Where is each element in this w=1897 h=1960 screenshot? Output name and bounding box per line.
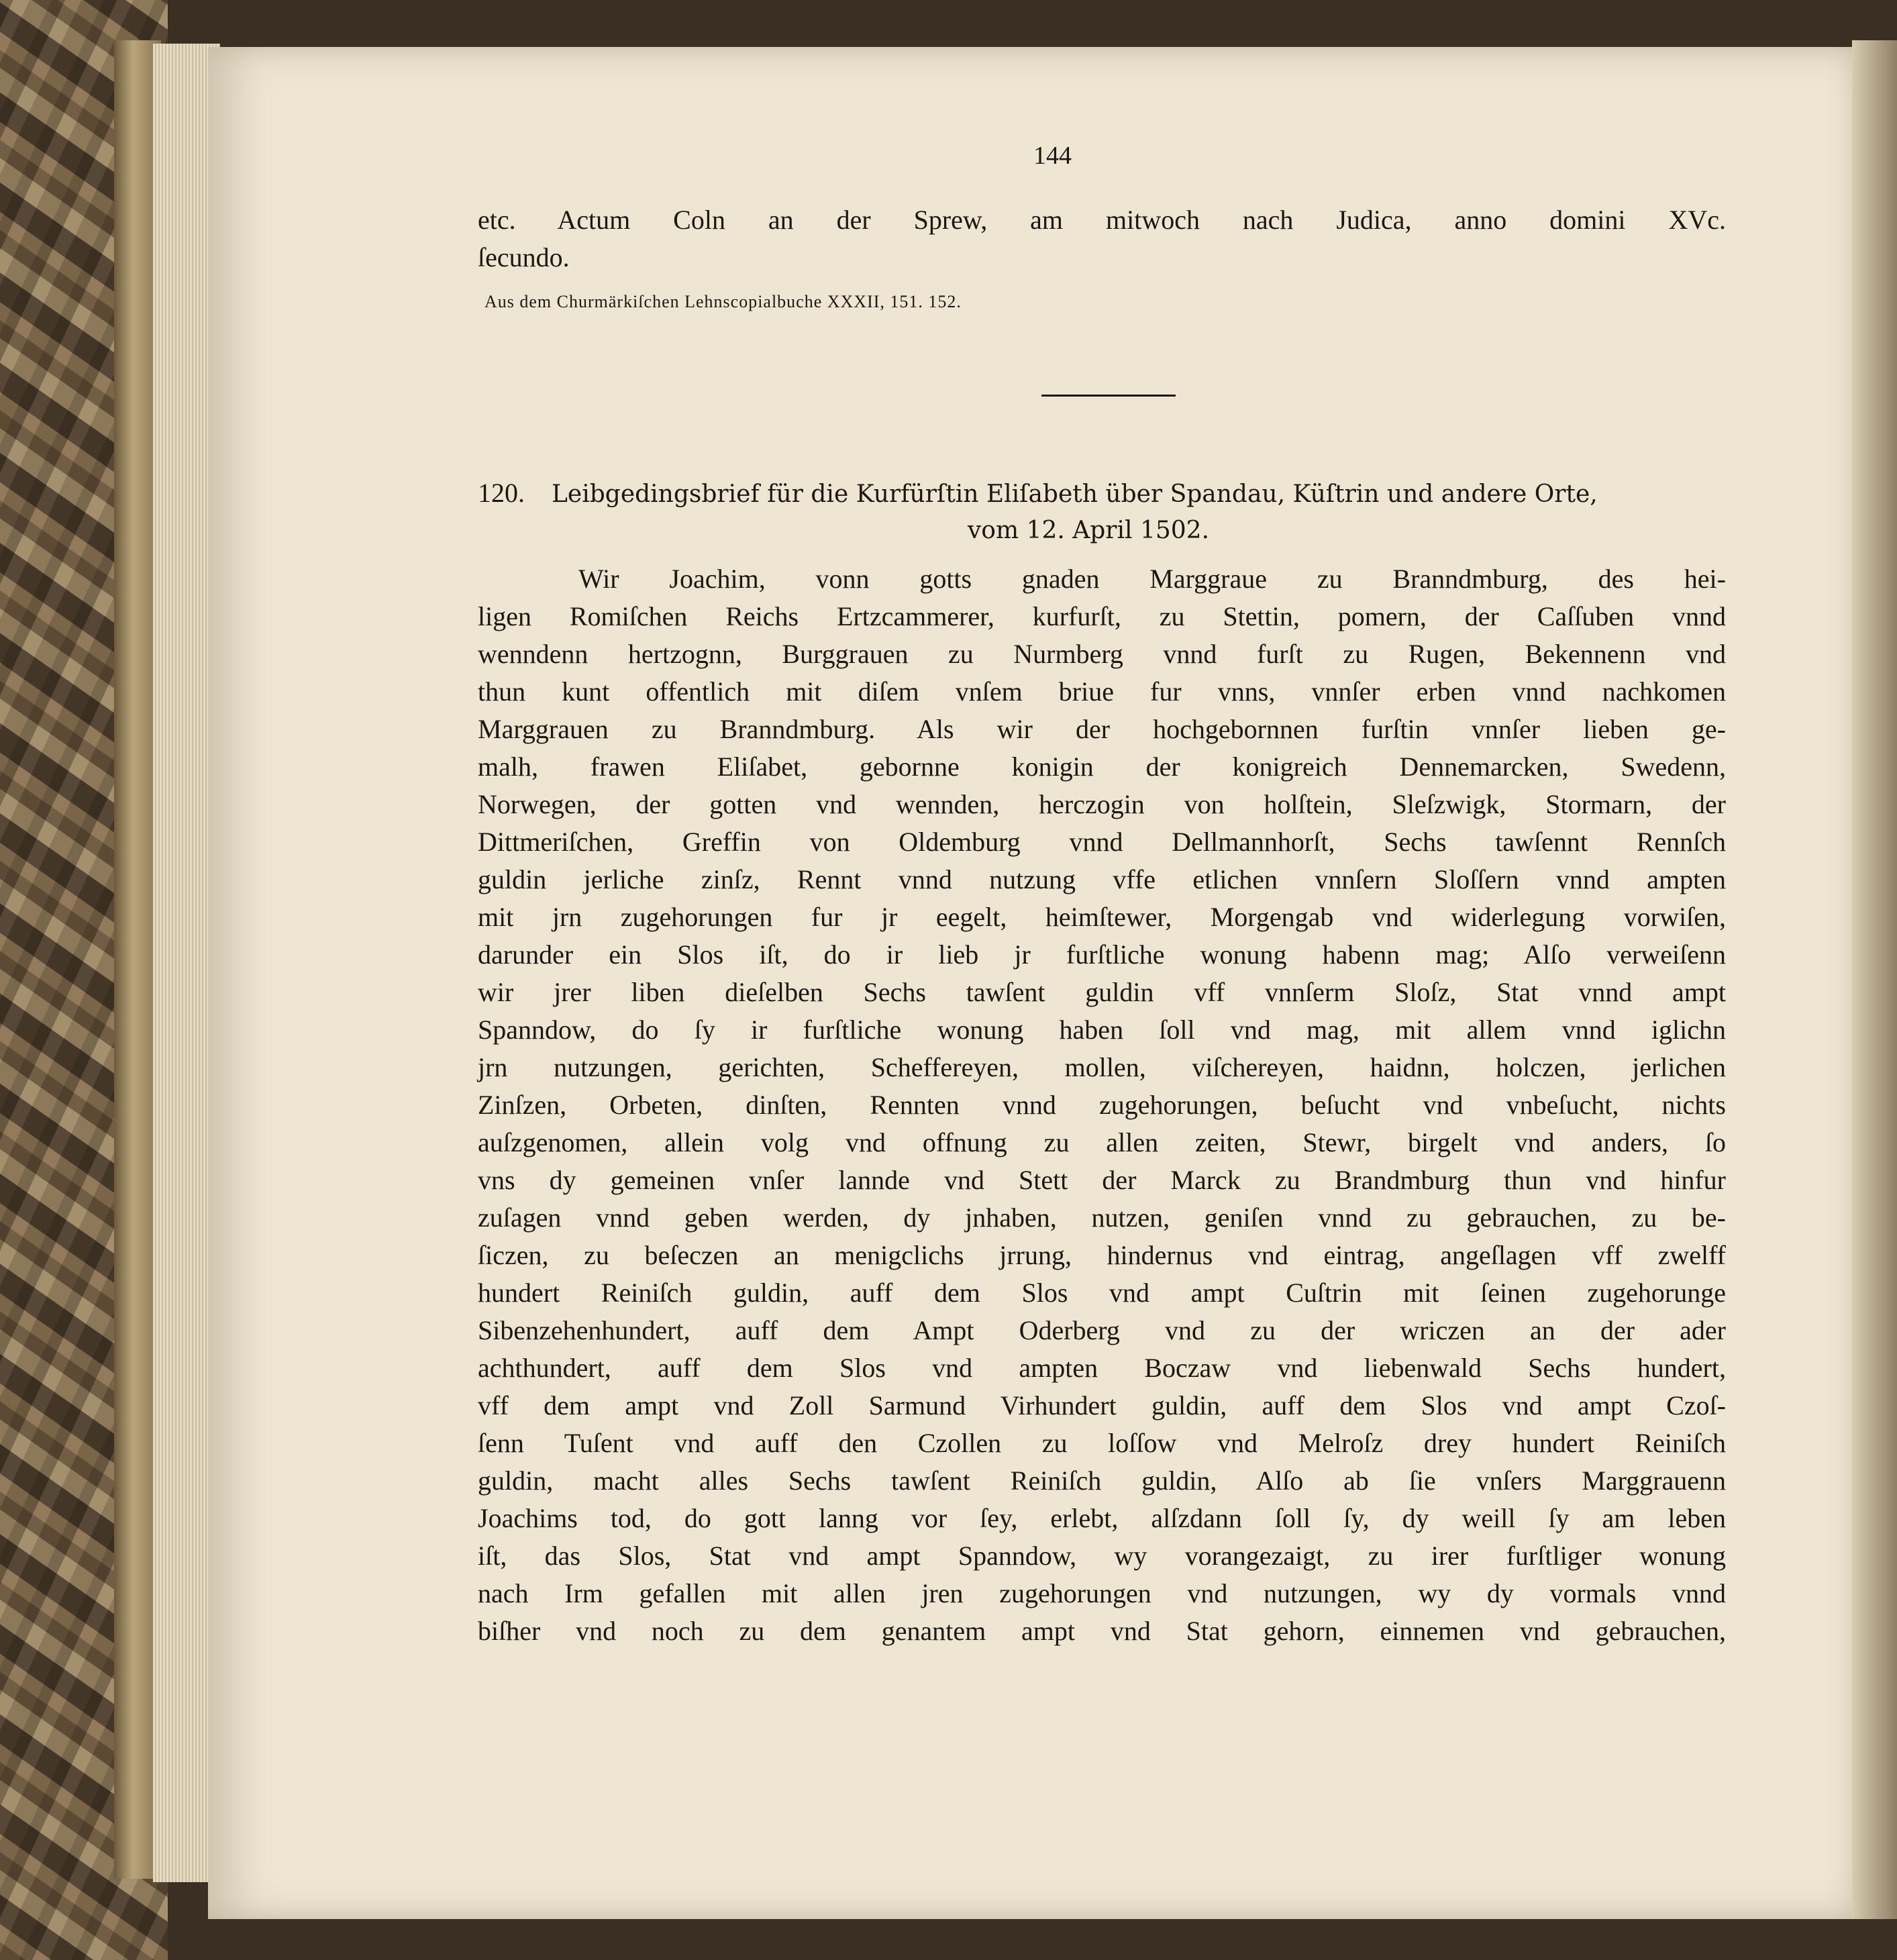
body-line: Sibenzehenhundert, auff dem Ampt Oderberg vnd zu der wriczen an der ader (478, 1315, 1726, 1345)
document-body (478, 560, 1726, 1650)
body-line: wir jrer liben dieſelben Sechs tawſent guldin vff vnnſerm Sloſz, Stat vnnd ampt (478, 977, 1726, 1007)
section-title-line (478, 474, 1726, 512)
body-line: Zinſzen, Orbeten, dinſten, Rennten vnnd zugehorungen, beſucht vnd vnbeſucht, nichts (478, 1090, 1726, 1120)
page-number: 144 (1033, 142, 1072, 170)
body-line: Marggrauen zu Branndmburg. Als wir der hochgebornnen furſtin vnnſer lieben ge- (478, 714, 1726, 744)
body-line: vff dem ampt vnd Zoll Sarmund Virhundert guldin, auff dem Slos vnd ampt Czoſ- (478, 1390, 1726, 1421)
body-line: ligen Romiſchen Reichs Ertzcammerer, kurfurſt, zu Stettin, pomern, der Caſſuben vnnd (478, 601, 1726, 631)
body-line: Joachims tod, do gott lanng vor ſey, erlebt, alſzdann ſoll ſy, dy weill ſy am leben (478, 1503, 1726, 1533)
body-line: achthundert, auff dem Slos vnd ampten Boczaw vnd liebenwald Sechs hundert, (478, 1353, 1726, 1383)
section-divider (1041, 395, 1176, 397)
body-line: ſenn Tuſent vnd auff den Czollen zu loſſow vnd Melroſz drey hundert Reiniſch (478, 1428, 1726, 1458)
body-line: ſiczen, zu beſeczen an menigclichs jrrung, hindernus vnd eintrag, angeſlagen vff zwelff (478, 1240, 1726, 1270)
body-line: iſt, das Slos, Stat vnd ampt Spanndow, wy vorangezaigt, zu irer furſtliger wonung (478, 1541, 1726, 1571)
body-line: malh, frawen Eliſabet, gebornne konigin der konigreich Dennemarcken, Swedenn, (478, 752, 1726, 782)
body-line: Norwegen, der gotten vnd wennden, herczogin von holſtein, Sleſzwigk, Stormarn, der (478, 789, 1726, 819)
body-line: zuſagen vnnd geben werden, dy jnhaben, nutzen, geniſen vnnd zu gebrauchen, zu be- (478, 1202, 1726, 1233)
body-line: Dittmeriſchen, Greffin von Oldemburg vnnd Dellmannhorſt, Sechs tawſennt Rennſch (478, 827, 1726, 857)
body-line: guldin, macht alles Sechs tawſent Reiniſch guldin, Alſo ab ſie vnſers Marggrauenn (478, 1465, 1726, 1496)
body-line: auſzgenomen, allein volg vnd offnung zu allen zeiten, Stewr, birgelt vnd anders, ſo (478, 1127, 1726, 1157)
body-line: Wir Joachim, vonn gotts gnaden Marggraue zu Branndmburg, des hei- (578, 564, 1726, 594)
page-text-block (478, 138, 1726, 1650)
body-line: wenndenn hertzognn, Burggrauen zu Nurmberg vnnd furſt zu Rugen, Bekennenn vnd (478, 639, 1726, 669)
section-heading (478, 474, 1726, 550)
body-line: thun kunt offentlich mit diſem vnſem briue fur vnns, vnnſer erben vnnd nachkomen (478, 676, 1726, 707)
section-number: 120. (478, 478, 525, 508)
section-date: vom 12. April 1502. (967, 517, 1210, 544)
body-line: mit jrn zugehorungen fur jr eegelt, heimſtewer, Morgengab vnd widerlegung vorwiſen, (478, 902, 1726, 932)
body-line: Spanndow, do ſy ir furſtliche wonung haben ſoll vnd mag, mit allem vnnd iglichn (478, 1015, 1726, 1045)
closing-line: ſecundo. (478, 242, 570, 272)
section-title: Leibgedingsbrief für die Kurfürſtin Eliſabeth über Spandau, Küſtrin und andere Orte, (552, 480, 1598, 508)
body-line: guldin jerliche zinſz, Rennt vnnd nutzung vffe etlichen vnnſern Sloſſern vnnd ampten (478, 864, 1726, 894)
body-line: nach Irm gefallen mit allen jren zugehorungen vnd nutzungen, wy dy vormals vnnd (478, 1578, 1726, 1608)
body-line: darunder ein Slos iſt, do ir lieb jr furſtliche wonung habenn mag; Alſo verweiſenn (478, 939, 1726, 970)
body-line: vns dy gemeinen vnſer lannde vnd Stett der Marck zu Brandmburg thun vnd hinfur (478, 1165, 1726, 1195)
body-line: biſher vnd noch zu dem genantem ampt vnd Stat gehorn, einnemen vnd gebrauchen, (478, 1616, 1726, 1646)
facing-page-edge (1852, 40, 1897, 1919)
body-line: hundert Reiniſch guldin, auff dem Slos vnd ampt Cuſtrin mit ſeinen zugehorunge (478, 1278, 1726, 1308)
body-line: jrn nutzungen, gerichten, Scheffereyen, mollen, viſchereyen, haidnn, holczen, jerlichen (478, 1052, 1726, 1082)
source-note: Aus dem Churmärkiſchen Lehnscopialbuche XXXII, 151. 152. (484, 292, 962, 311)
closing-line: etc. Actum Coln an der Sprew, am mitwoch nach Judica, anno domini XVc. (478, 205, 1726, 235)
